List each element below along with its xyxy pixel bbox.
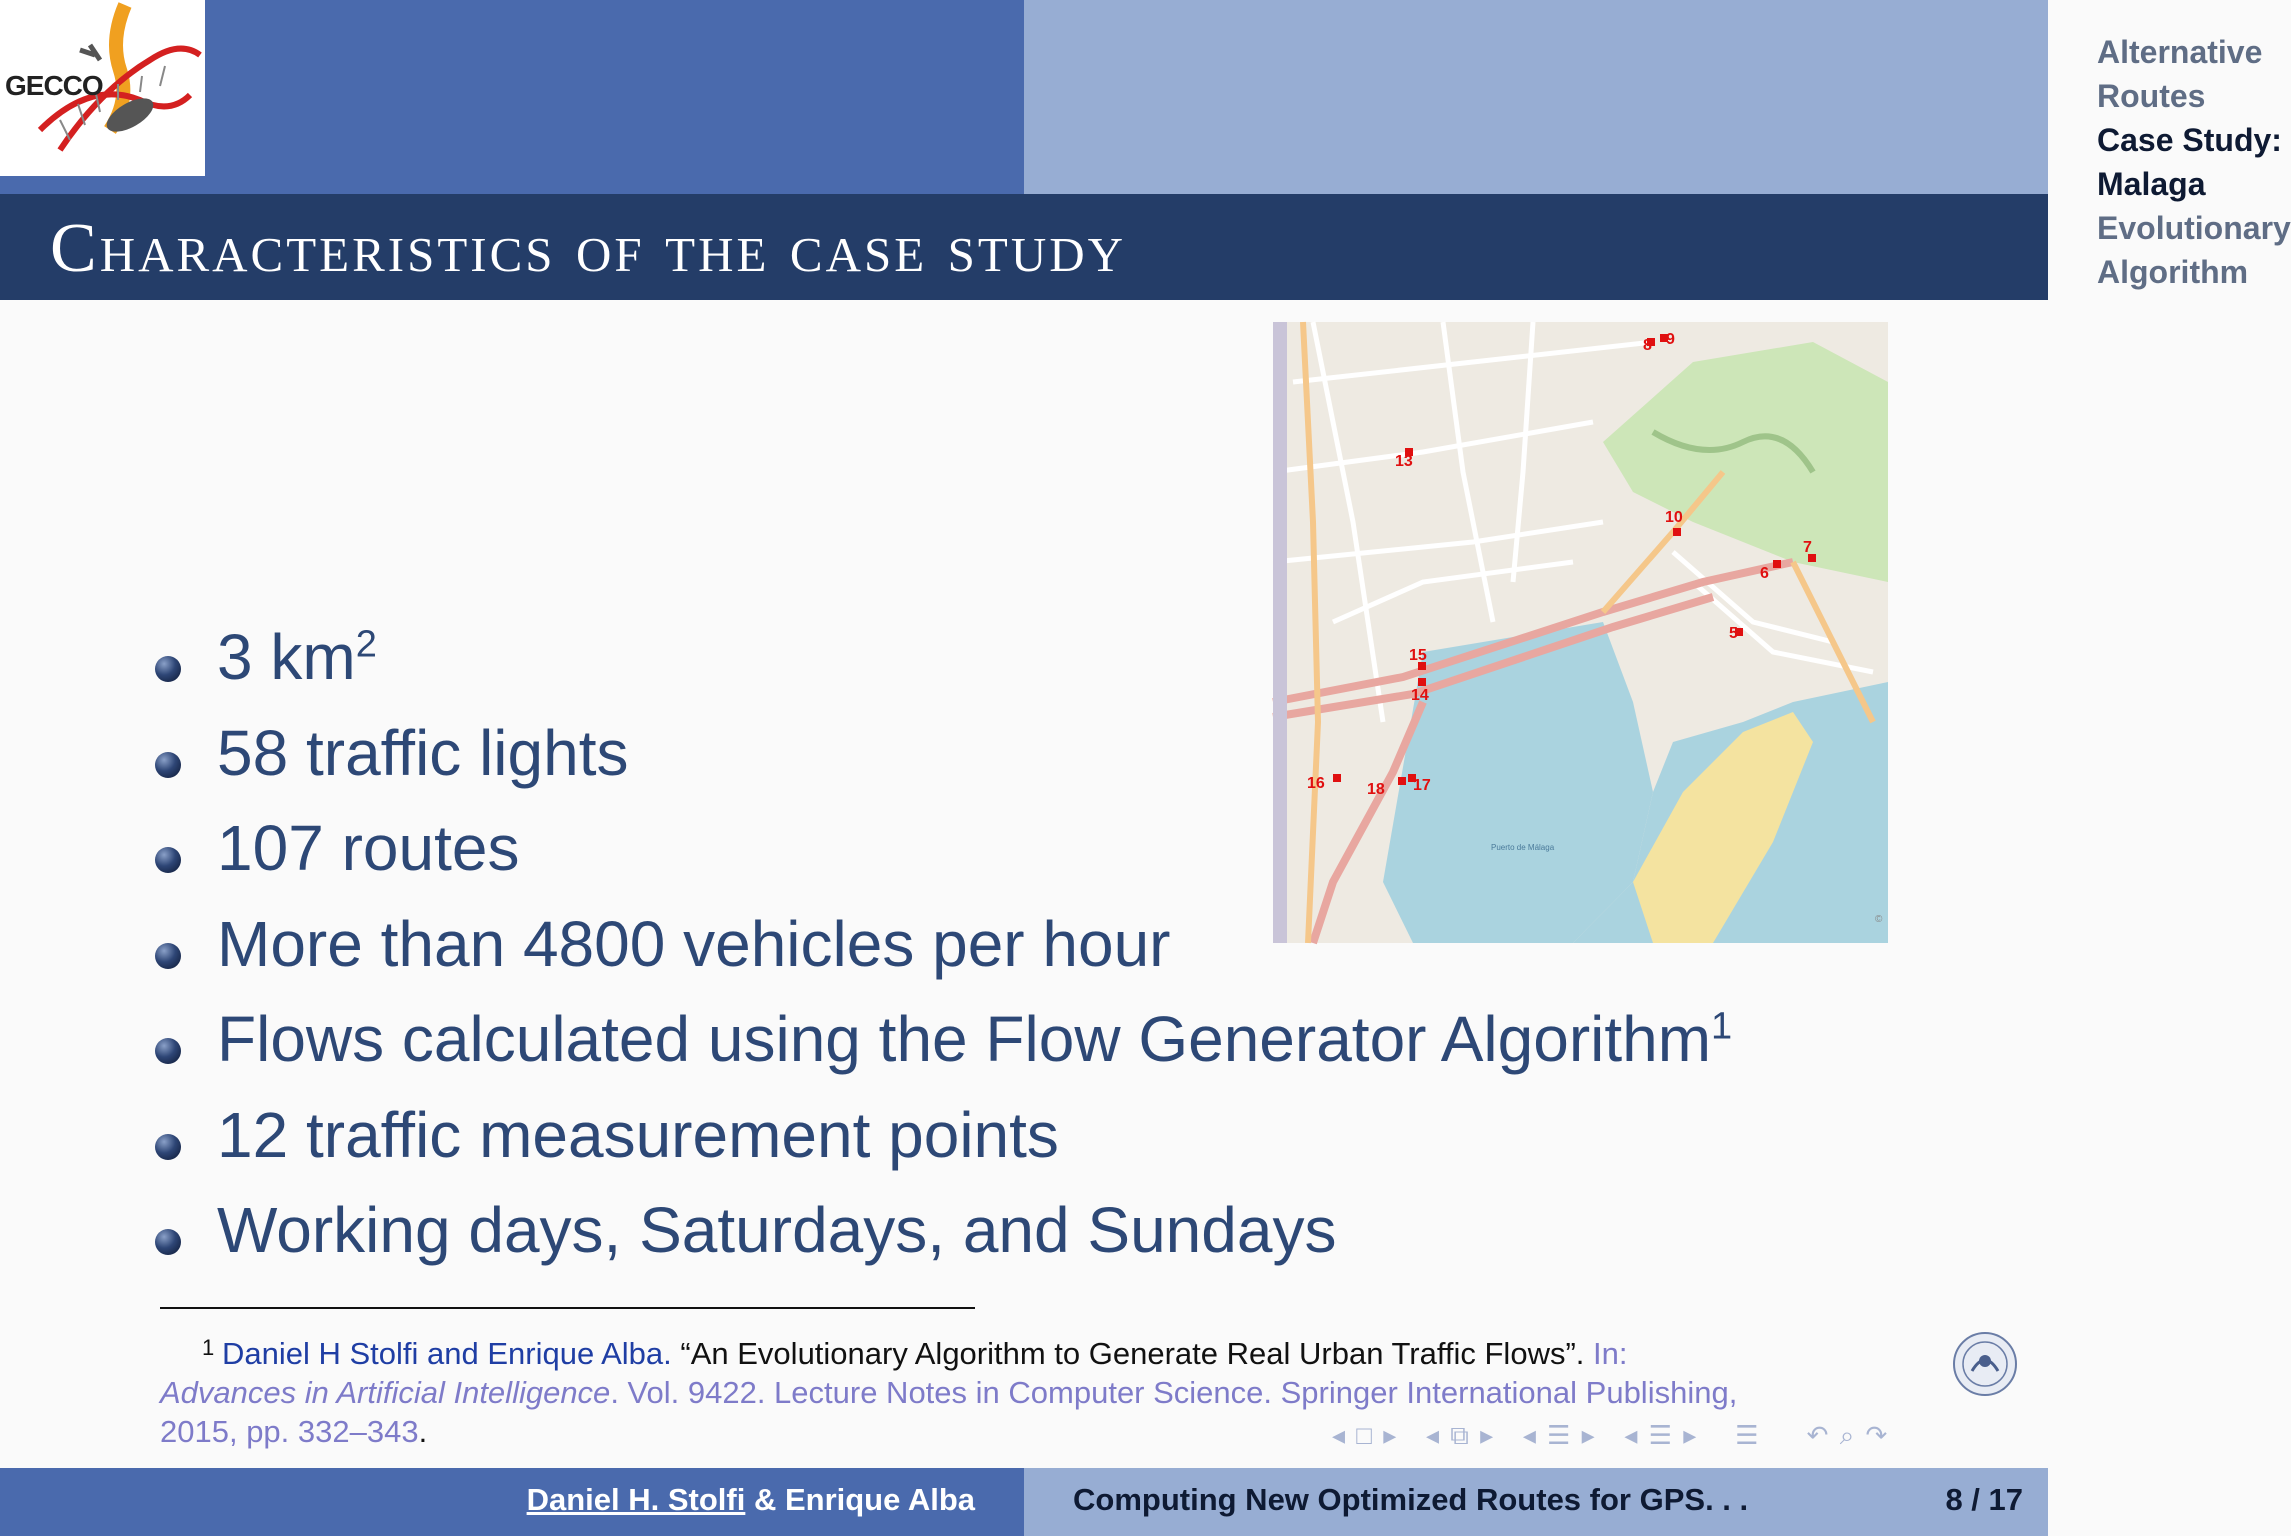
bullet-text: 107 routes	[217, 812, 520, 884]
bullet-text: 58 traffic lights	[217, 716, 629, 789]
map-label-5: 5	[1729, 625, 1738, 642]
header-right-panel	[1024, 0, 2291, 290]
footnote-end: .	[418, 1414, 428, 1449]
subsection-nav	[2097, 30, 2291, 294]
footnote-authors[interactable]: Daniel H Stolfi and Enrique Alba.	[222, 1336, 672, 1371]
bullet-item	[155, 1096, 1732, 1192]
map-label-10: 10	[1665, 509, 1683, 526]
footnote-venue: Advances in Artificial Intelligence	[160, 1375, 611, 1410]
superscript: 2	[355, 623, 377, 666]
footnote-rule	[160, 1307, 975, 1309]
footnote-year-pages: 2015, pp. 332–343	[160, 1414, 419, 1449]
footnote-in: In:	[1593, 1336, 1628, 1371]
nav-next-frame-icon[interactable]: ▸	[1383, 1420, 1399, 1450]
bullet-text: Flows calculated using the Flow Generator Algorithm	[217, 1003, 1712, 1075]
nav-next-part-icon[interactable]: ▸	[1683, 1420, 1699, 1450]
footer-author-rest: & Enrique Alba	[745, 1482, 975, 1517]
footer-author-link[interactable]: Daniel H. Stolfi	[526, 1482, 746, 1517]
bullet-dot-icon	[155, 1038, 181, 1064]
bullet-text: More than 4800 vehicles per hour	[217, 907, 1171, 980]
logo-text: GECCO	[5, 70, 103, 101]
bullet-text: Working days, Saturdays, and Sundays	[217, 1194, 1337, 1266]
nav-next-subsection-icon[interactable]: ▸	[1480, 1420, 1496, 1450]
slide-title: Characteristics of the case study	[50, 210, 1126, 287]
map-label-17: 17	[1413, 777, 1431, 794]
map-label-7: 7	[1803, 539, 1812, 556]
map-label-13: 13	[1395, 453, 1413, 470]
page-number: 8 / 17	[1945, 1482, 2023, 1517]
nav-part-icon[interactable]: ☰	[1648, 1420, 1675, 1450]
map-graphic	[1273, 322, 1888, 943]
map-label-15: 15	[1409, 647, 1427, 664]
malaga-map	[1273, 322, 1888, 943]
university-seal-icon	[1952, 1331, 2018, 1397]
map-label-18: 18	[1367, 781, 1385, 798]
subsection-alternative-routes[interactable]: Alternative Routes	[2097, 34, 2263, 114]
footnote-ref[interactable]: 1	[1711, 1005, 1733, 1048]
bullet-dot-icon	[155, 752, 181, 778]
bullet-dot-icon	[155, 1229, 181, 1255]
map-label-14: 14	[1411, 687, 1429, 704]
bullet-item	[155, 1191, 1732, 1287]
footer-short-title: Computing New Optimized Routes for GPS. . .	[1073, 1482, 1749, 1517]
nav-redo-icon[interactable]: ↷	[1865, 1420, 1890, 1450]
nav-section-icon[interactable]: ☰	[1547, 1420, 1573, 1450]
footnote-line	[160, 1334, 1905, 1373]
footer-left	[0, 1468, 1024, 1536]
header-left-panel	[0, 0, 1024, 194]
map-copyright: ©	[1875, 914, 1883, 925]
nav-next-section-icon[interactable]: ▸	[1581, 1420, 1597, 1450]
footnote-series: . Vol. 9422. Lecture Notes in Computer Science. Springer International Publishing,	[610, 1375, 1738, 1410]
bullet-item	[155, 1000, 1732, 1096]
gecco-logo	[0, 0, 205, 176]
bullet-text: 12 traffic measurement points	[217, 1098, 1059, 1171]
map-port-label: Puerto de Málaga	[1491, 843, 1555, 852]
subsection-evolutionary-algorithm[interactable]: Evolutionary Algorithm	[2097, 210, 2291, 290]
subsection-case-study[interactable]: Case Study: Malaga	[2097, 122, 2282, 202]
bullet-dot-icon	[155, 1134, 181, 1160]
nav-undo-icon[interactable]: ↶	[1806, 1420, 1831, 1450]
map-label-6: 6	[1760, 565, 1769, 582]
bullet-dot-icon	[155, 656, 181, 682]
nav-frame-icon[interactable]: □	[1356, 1420, 1375, 1450]
footer-right	[1024, 1468, 2048, 1536]
nav-subsection-icon[interactable]: ⧉	[1450, 1420, 1471, 1450]
map-label-8: 8	[1643, 337, 1652, 354]
nav-search-icon[interactable]: ⌕	[1839, 1420, 1857, 1450]
footnote-title: “An Evolutionary Algorithm to Generate Real Urban Traffic Flows”.	[680, 1336, 1585, 1371]
nav-prev-subsection-icon[interactable]: ◂	[1425, 1420, 1442, 1450]
nav-prev-frame-icon[interactable]: ◂	[1332, 1420, 1348, 1450]
nav-prev-section-icon[interactable]: ◂	[1522, 1420, 1538, 1450]
footer-authors	[527, 1482, 975, 1518]
bullet-text: 3 km	[217, 621, 356, 693]
nav-toc-icon[interactable]: ☰	[1735, 1420, 1761, 1450]
footnote-line	[160, 1373, 1905, 1412]
map-label-9: 9	[1666, 331, 1675, 348]
bullet-dot-icon	[155, 847, 181, 873]
bullet-dot-icon	[155, 943, 181, 969]
beamer-navigation	[1332, 1420, 1889, 1452]
title-bar	[0, 194, 2048, 300]
map-label-16: 16	[1307, 775, 1325, 792]
nav-prev-part-icon[interactable]: ◂	[1624, 1420, 1640, 1450]
footnote-mark: 1	[202, 1335, 215, 1360]
